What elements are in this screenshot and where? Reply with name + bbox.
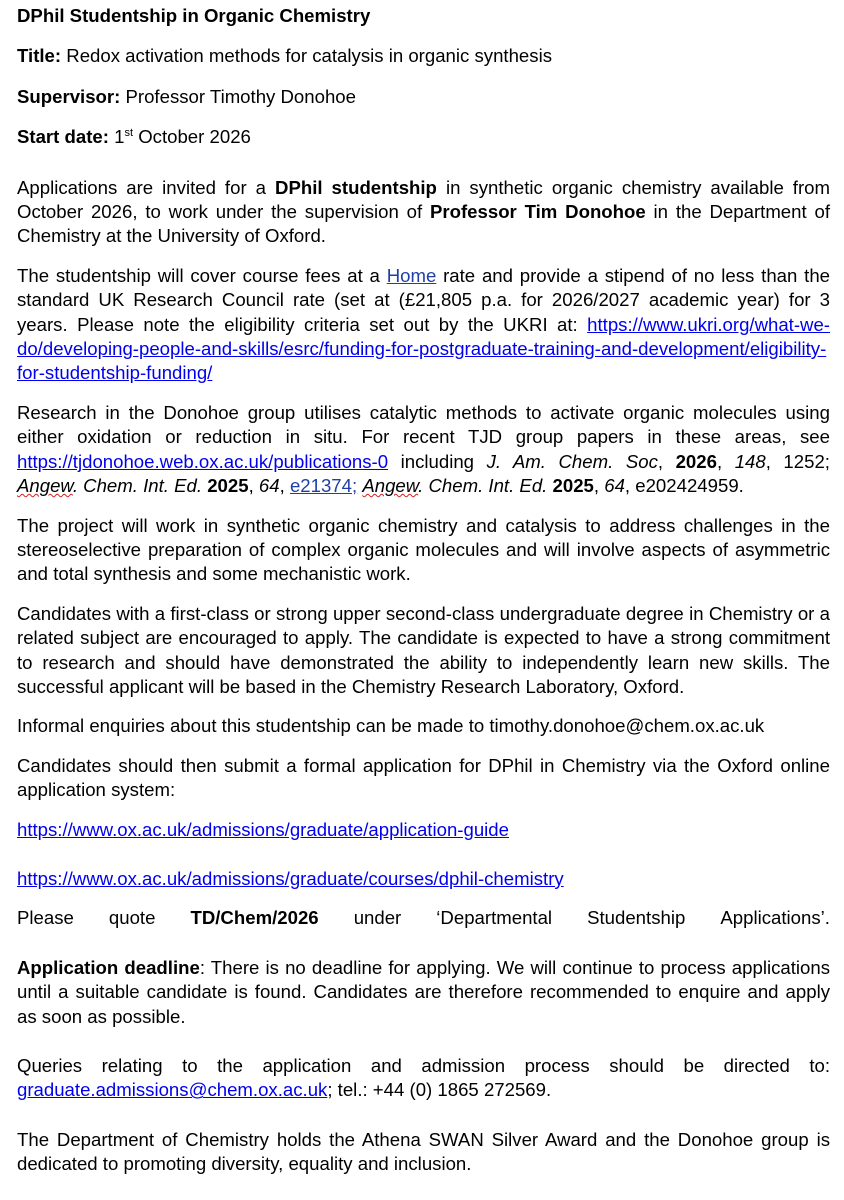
start-date-label: Start date: [17,126,109,148]
reference-code: TD/Chem/2026 [190,907,319,929]
course-link-line [17,867,830,891]
title-label: Title: [17,45,62,67]
guide-link-line [17,818,830,842]
admissions-email-link[interactable]: graduate.admissions@chem.ox.ac.uk [17,1079,328,1101]
project-title-line [17,44,830,68]
ukri-eligibility-link[interactable]: https://www.ukri.org/what-we-do/developing-people-and-skills/esrc/funding-for-postgraduate-training-and-development/eligibility-for-studentship-funding/ [17,313,830,384]
deadline-paragraph: Application deadline: There is no deadline for applying. We will continue to process applications until a suitable candidate is found. Candidates are therefore recommended to enquire and apply as soon as possible. [17,956,830,1027]
research-paragraph: Research in the Donohoe group utilises catalytic methods to activate organic molecules using either oxidation or reduction in situ. For recent TJD group papers in these areas, see https://tjdonohoe.web.ox.ac.uk/publications-0 including J. Am. Chem. Soc, 2026, 148, 1252; Angew. Chem. Int. Ed. 2025, 64, e21374; Angew. Chem. Int. Ed. 2025, 64, e202424959. [17,401,830,497]
start-date-line: Start date: 1st October 2026 [17,126,251,148]
document-title: DPhil Studentship in Organic Chemistry [17,5,371,26]
supervisor-line [17,85,830,109]
funding-paragraph: The studentship will cover course fees at a Home rate and provide a stipend of no less than the standard UK Research Council rate (set at (£21,805 p.a. for 2026/2027 academic year) for 3 years. Please note the eligibility criteria set out by the UKRI at: https://www.ukri.org/what-we-do/developing-people-and-skills/esrc/funding-for-postgraduate-training-and-development/eligibility-for-studentship-funding/ [17,264,830,384]
publications-link[interactable]: https://tjdonohoe.web.ox.ac.uk/publications-0 [17,450,389,472]
dphil-course-link[interactable]: https://www.ox.ac.uk/admissions/graduate/courses/dphil-chemistry [17,867,564,889]
enquiries-paragraph: Informal enquiries about this studentship can be made to timothy.donohoe@chem.ox.ac.uk [17,715,765,737]
queries-paragraph: Queries relating to the application and admission process should be directed to: graduate.admissions@chem.ox.ac.uk; tel.: +44 (0) 1865 272569. [17,1055,830,1101]
title-value: Redox activation methods for catalysis in organic synthesis [66,45,553,67]
paper-ref-link[interactable]: e21374; [289,475,358,497]
closing-paragraph: The Department of Chemistry holds the Athena SWAN Silver Award and the Donohoe group is dedicated to promoting diversity, equality and inclusion. [17,1128,830,1175]
project-paragraph: The project will work in synthetic organic chemistry and catalysis to address challenges in the stereoselective preparation of complex organic molecules and will involve aspects of asymmetric and total synthesis and some mechanistic work. [17,514,830,585]
candidates-paragraph: Candidates with a first-class or strong upper second-class undergraduate degree in Chemistry or a related subject are encouraged to apply. The candidate is expected to have a strong commitment to research and should have demonstrated the ability to independently learn new skills. The successful applicant will be based in the Chemistry Research Laboratory, Oxford. [17,602,830,697]
supervisor-label: Supervisor: [17,85,121,107]
intro-paragraph: Applications are invited for a DPhil studentship in synthetic organic chemistry available from October 2026, to work under the supervision of Professor Tim Donohoe in the Department of Chemistry at the University of Oxford. [17,176,830,247]
quote-line: Please quote TD/Chem/2026 under ‘Departmental Studentship Applications’. [17,906,830,930]
supervisor-value: Professor Timothy Donohoe [125,85,356,107]
home-rate-link[interactable]: Home [386,264,437,286]
application-guide-link[interactable]: https://www.ox.ac.uk/admissions/graduate/application-guide [17,818,509,840]
application-paragraph: Candidates should then submit a formal application for DPhil in Chemistry via the Oxford online application system: [17,754,830,801]
